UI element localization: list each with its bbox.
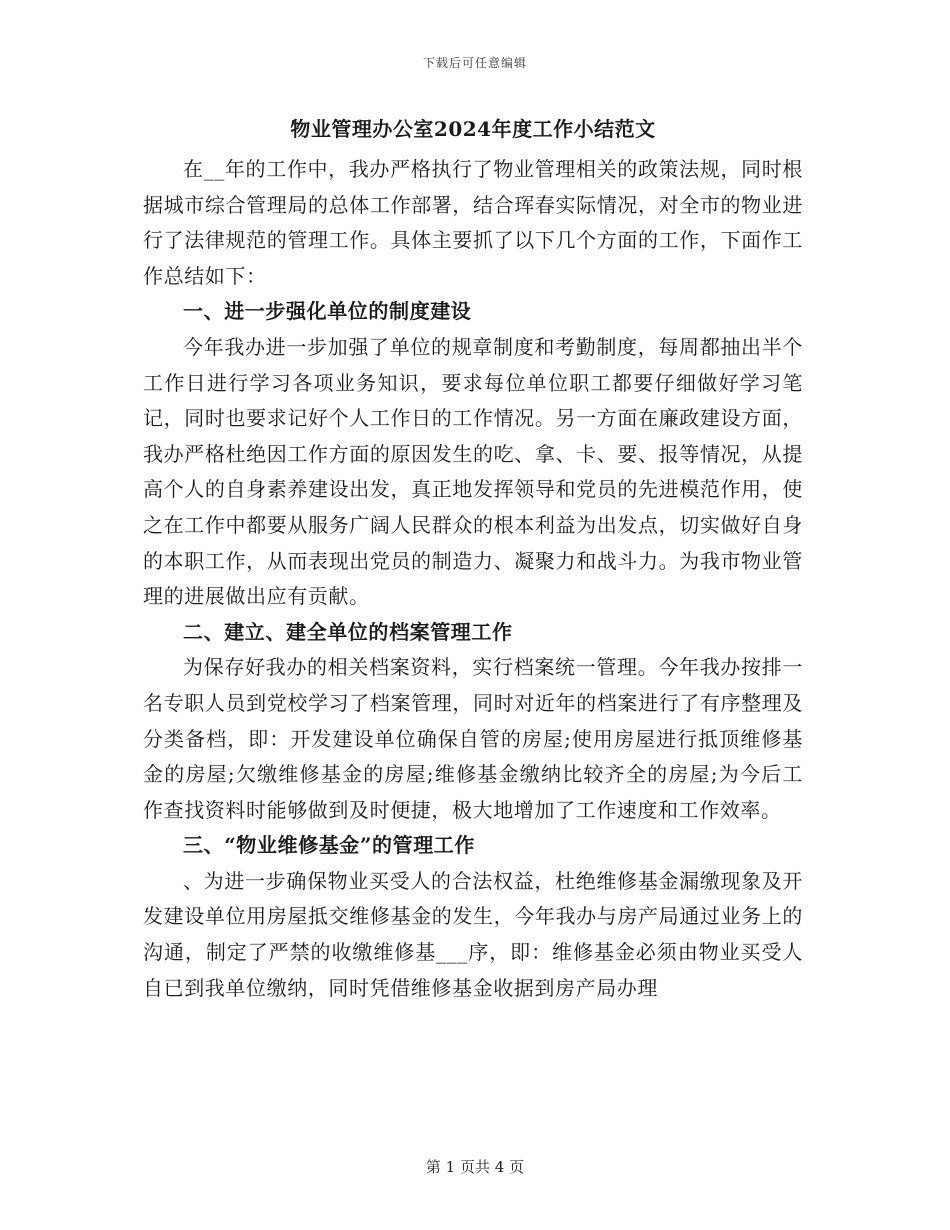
section-body-2: 为保存好我办的相关档案资料，实行档案统一管理。今年我办按排一名专职人员到党校学习了档案管理，同时对近年的档案进行了有序整理及分类备档，即：开发建设单位确保自管的房屋;使用房屋进行抵顶维修基金的房屋;欠缴维修基金的房屋;维修基金缴纳比较齐全的房屋;为今后工作查找资料时能够做到及时便捷，极大地增加了工作速度和工作效率。 [143, 655, 803, 822]
document-body [143, 112, 803, 1006]
section-body-3: 、为进一步确保物业买受人的合法权益，杜绝维修基金漏缴现象及开发建设单位用房屋抵交维修基金的发生，今年我办与房产局通过业务上的沟通，制定了严禁的收缴维修基___序，即：维修基金必须由物业买受人自已到我单位缴纳，同时凭借维修基金收据到房产局办理 [143, 868, 803, 1000]
section-heading-3: 三、“物业维修基金”的管理工作 [183, 833, 476, 858]
document-title: 物业管理办公室2024年度工作小结范文 [290, 117, 656, 141]
section-heading-1: 一、进一步强化单位的制度建设 [183, 299, 472, 324]
section-body-1: 今年我办进一步加强了单位的规章制度和考勤制度，每周都抽出半个工作日进行学习各项业务知识，要求每位单位职工都要仔细做好学习笔记，同时也要求记好个人工作日的工作情况。另一方面在廉政建设方面，我办严格杜绝因工作方面的原因发生的吃、拿、卡、要、报等情况，从提高个人的自身素养建设出发，真正地发挥领导和党员的先进模范作用，使之在工作中都要从服务广阔人民群众的根本利益为出发点，切实做好自身的本职工作，从而表现出党员的制造力、凝聚力和战斗力。为我市物业管理的进展做出应有贡献。 [143, 334, 803, 609]
page-header: 下载后可任意编辑 [422, 56, 527, 70]
intro-paragraph: 在__年的工作中，我办严格执行了物业管理相关的政策法规，同时根据城市综合管理局的总体工作部署，结合珲春实际情况，对全市的物业进行了法律规范的管理工作。具体主要抓了以下几个方面的工作，下面作工作总结如下： [143, 157, 803, 288]
section-heading-2: 二、建立、建全单位的档案管理工作 [183, 619, 513, 644]
page-number-footer: 第 1 页共 4 页 [425, 1158, 525, 1176]
